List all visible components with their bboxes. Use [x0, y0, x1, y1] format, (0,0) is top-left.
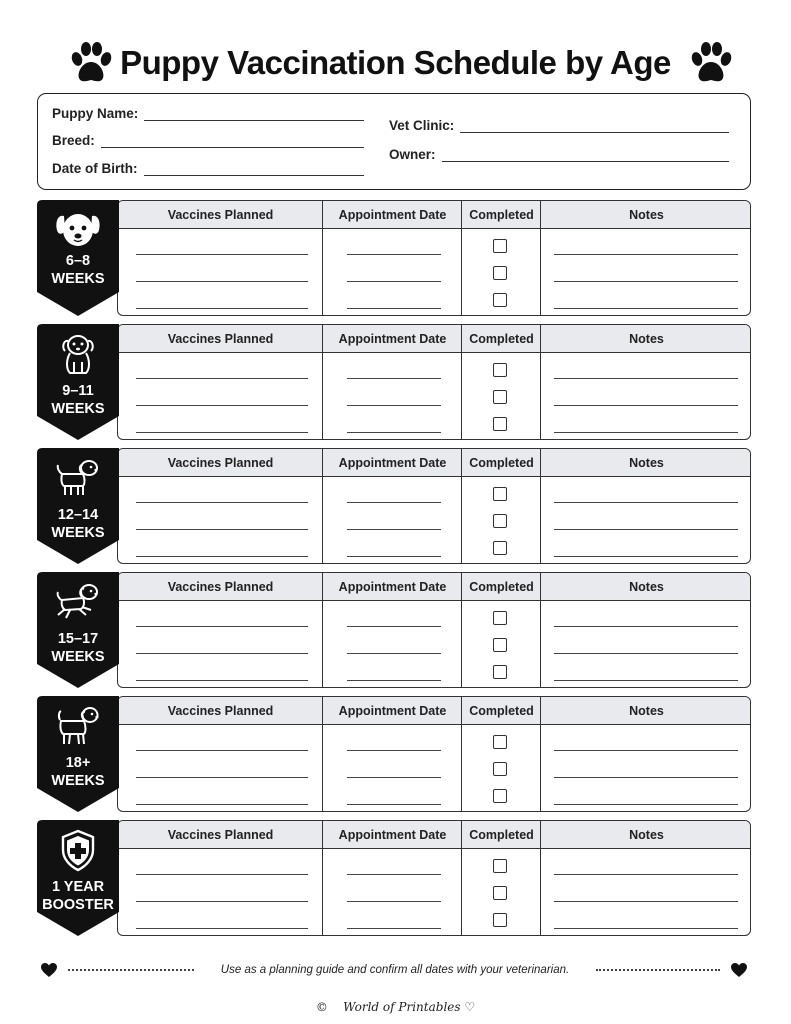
- date-of-birth-line[interactable]: [144, 164, 365, 176]
- notes-header: Notes: [629, 828, 664, 842]
- age-label-line2: WEEKS: [51, 401, 105, 417]
- dotted-divider: [596, 969, 720, 971]
- completed-checkbox[interactable]: [493, 789, 507, 803]
- breed-line[interactable]: [101, 136, 364, 148]
- footer: [40, 960, 750, 980]
- vaccine-write-line[interactable]: [136, 901, 308, 902]
- notes-header: Notes: [629, 704, 664, 718]
- notes-write-line[interactable]: [554, 378, 738, 379]
- vaccine-write-line[interactable]: [136, 928, 308, 929]
- completed-checkbox[interactable]: [493, 859, 507, 873]
- puppy-name-label: Puppy Name:: [52, 106, 139, 121]
- vaccine-write-line[interactable]: [136, 804, 308, 805]
- notes-write-line[interactable]: [554, 254, 738, 255]
- puppy-face-icon: [54, 208, 102, 252]
- table-header: [118, 573, 750, 601]
- puppy-name-line[interactable]: [144, 109, 364, 121]
- date-write-line[interactable]: [347, 750, 441, 751]
- notes-write-line[interactable]: [554, 556, 738, 557]
- notes-write-line[interactable]: [554, 626, 738, 627]
- column-divider: [540, 573, 541, 688]
- completed-checkbox[interactable]: [493, 363, 507, 377]
- running-puppy-icon: [54, 580, 102, 624]
- completed-header: Completed: [469, 828, 534, 842]
- vaccine-write-line[interactable]: [136, 308, 308, 309]
- vet-clinic-line[interactable]: [460, 121, 729, 133]
- notes-write-line[interactable]: [554, 777, 738, 778]
- age-label-line2: BOOSTER: [42, 897, 114, 913]
- vaccine-write-line[interactable]: [136, 281, 308, 282]
- walking-dog-icon: [54, 704, 102, 748]
- vaccine-write-line[interactable]: [136, 556, 308, 557]
- vaccine-write-line[interactable]: [136, 432, 308, 433]
- age-badge: [37, 696, 119, 814]
- date-write-line[interactable]: [347, 308, 441, 309]
- notes-write-line[interactable]: [554, 901, 738, 902]
- age-badge: [37, 572, 119, 690]
- age-section-6-8-weeks: [37, 200, 751, 316]
- notes-write-line[interactable]: [554, 653, 738, 654]
- notes-write-line[interactable]: [554, 874, 738, 875]
- schedule-table: [117, 820, 751, 936]
- column-divider: [461, 201, 462, 316]
- age-label-line1: 6–8: [65, 253, 91, 269]
- notes-write-line[interactable]: [554, 529, 738, 530]
- date-write-line[interactable]: [347, 502, 441, 503]
- date-write-line[interactable]: [347, 901, 441, 902]
- date-write-line[interactable]: [347, 680, 441, 681]
- vaccines-header: Vaccines Planned: [167, 828, 274, 842]
- age-badge: [37, 324, 119, 442]
- date-of-birth-label: Date of Birth:: [52, 161, 138, 176]
- notes-header: Notes: [629, 456, 664, 470]
- column-divider: [540, 201, 541, 316]
- completed-header: Completed: [469, 580, 534, 594]
- page-title: Puppy Vaccination Schedule by Age: [120, 44, 671, 81]
- age-badge: [37, 820, 119, 938]
- column-divider: [322, 325, 323, 440]
- date-write-line[interactable]: [347, 928, 441, 929]
- notes-header: Notes: [629, 332, 664, 346]
- date-write-line[interactable]: [347, 378, 441, 379]
- vaccines-header: Vaccines Planned: [167, 456, 274, 470]
- age-section-15-17-weeks: [37, 572, 751, 688]
- schedule-table: [117, 572, 751, 688]
- appointment-header: Appointment Date: [338, 580, 447, 594]
- vaccine-write-line[interactable]: [136, 529, 308, 530]
- age-label-line2: WEEKS: [51, 773, 105, 789]
- vet-clinic-field[interactable]: [389, 118, 729, 133]
- completed-header: Completed: [469, 704, 534, 718]
- column-divider: [461, 325, 462, 440]
- appointment-header: Appointment Date: [338, 208, 447, 222]
- vaccine-write-line[interactable]: [136, 405, 308, 406]
- schedule-table: [117, 696, 751, 812]
- heart-outline-icon: ♡: [464, 1000, 476, 1014]
- footer-note: Use as a planning guide and confirm all dates with your veterinarian.: [220, 964, 570, 976]
- completed-checkbox[interactable]: [493, 417, 507, 431]
- notes-header: Notes: [629, 208, 664, 222]
- date-write-line[interactable]: [347, 405, 441, 406]
- date-write-line[interactable]: [347, 529, 441, 530]
- completed-header: Completed: [469, 332, 534, 346]
- age-section-12-14-weeks: [37, 448, 751, 564]
- paw-print-icon: [688, 40, 734, 86]
- owner-label: Owner:: [389, 147, 436, 162]
- vaccine-write-line[interactable]: [136, 874, 308, 875]
- appointment-header: Appointment Date: [338, 828, 447, 842]
- vaccines-header: Vaccines Planned: [167, 704, 274, 718]
- age-section-1-year-booster: [37, 820, 751, 936]
- notes-write-line[interactable]: [554, 432, 738, 433]
- age-section-9-11-weeks: [37, 324, 751, 440]
- completed-checkbox[interactable]: [493, 762, 507, 776]
- notes-write-line[interactable]: [554, 928, 738, 929]
- age-label-line1: 12–14: [57, 507, 99, 523]
- column-divider: [461, 697, 462, 812]
- vaccine-write-line[interactable]: [136, 502, 308, 503]
- age-label-line2: WEEKS: [51, 649, 105, 665]
- completed-checkbox[interactable]: [493, 665, 507, 679]
- breed-label: Breed:: [52, 133, 95, 148]
- table-header: [118, 325, 750, 353]
- vaccine-write-line[interactable]: [136, 254, 308, 255]
- vaccine-write-line[interactable]: [136, 626, 308, 627]
- puppy-info-box: [37, 93, 751, 190]
- date-write-line[interactable]: [347, 281, 441, 282]
- date-write-line[interactable]: [347, 804, 441, 805]
- completed-checkbox[interactable]: [493, 638, 507, 652]
- completed-checkbox[interactable]: [493, 390, 507, 404]
- vaccine-write-line[interactable]: [136, 777, 308, 778]
- notes-write-line[interactable]: [554, 281, 738, 282]
- table-header: [118, 449, 750, 477]
- completed-checkbox[interactable]: [493, 514, 507, 528]
- vaccine-write-line[interactable]: [136, 680, 308, 681]
- completed-checkbox[interactable]: [493, 266, 507, 280]
- appointment-header: Appointment Date: [338, 456, 447, 470]
- vaccine-write-line[interactable]: [136, 750, 308, 751]
- column-divider: [322, 573, 323, 688]
- schedule-table: [117, 448, 751, 564]
- column-divider: [540, 449, 541, 564]
- age-label-line2: WEEKS: [51, 271, 105, 287]
- date-write-line[interactable]: [347, 432, 441, 433]
- puppy-name-field[interactable]: [52, 106, 364, 121]
- title-row: [0, 38, 791, 94]
- date-write-line[interactable]: [347, 874, 441, 875]
- owner-line[interactable]: [442, 150, 729, 162]
- notes-write-line[interactable]: [554, 750, 738, 751]
- completed-checkbox[interactable]: [493, 611, 507, 625]
- completed-header: Completed: [469, 208, 534, 222]
- appointment-header: Appointment Date: [338, 704, 447, 718]
- date-of-birth-field[interactable]: [52, 161, 364, 176]
- age-section-18-plus-weeks: [37, 696, 751, 812]
- vaccines-header: Vaccines Planned: [167, 332, 274, 346]
- notes-write-line[interactable]: [554, 308, 738, 309]
- vaccines-header: Vaccines Planned: [167, 580, 274, 594]
- date-write-line[interactable]: [347, 777, 441, 778]
- schedule-table: [117, 324, 751, 440]
- completed-checkbox[interactable]: [493, 735, 507, 749]
- age-label-line1: 18+: [65, 755, 91, 771]
- notes-write-line[interactable]: [554, 405, 738, 406]
- table-header: [118, 821, 750, 849]
- column-divider: [461, 821, 462, 936]
- completed-checkbox[interactable]: [493, 913, 507, 927]
- date-write-line[interactable]: [347, 653, 441, 654]
- vaccine-write-line[interactable]: [136, 378, 308, 379]
- column-divider: [322, 201, 323, 316]
- breed-field[interactable]: [52, 133, 364, 148]
- standing-puppy-icon: [54, 456, 102, 500]
- copyright-symbol: ©: [315, 1000, 328, 1014]
- medical-shield-icon: [54, 828, 102, 872]
- completed-checkbox[interactable]: [493, 239, 507, 253]
- age-label-line2: WEEKS: [51, 525, 105, 541]
- column-divider: [461, 573, 462, 688]
- completed-checkbox[interactable]: [493, 541, 507, 555]
- brand-credit: [0, 1000, 791, 1014]
- age-label-line1: 15–17: [57, 631, 99, 647]
- owner-field[interactable]: [389, 147, 729, 162]
- completed-checkbox[interactable]: [493, 487, 507, 501]
- column-divider: [322, 821, 323, 936]
- appointment-header: Appointment Date: [338, 332, 447, 346]
- column-divider: [540, 697, 541, 812]
- completed-checkbox[interactable]: [493, 293, 507, 307]
- brand-name: World of Printables: [343, 1000, 461, 1014]
- column-divider: [540, 821, 541, 936]
- age-badge: [37, 448, 119, 566]
- schedule-table: [117, 200, 751, 316]
- column-divider: [461, 449, 462, 564]
- age-label-line1: 1 YEAR: [51, 879, 105, 895]
- column-divider: [540, 325, 541, 440]
- sitting-puppy-icon: [54, 332, 102, 376]
- age-label-line1: 9–11: [62, 383, 94, 399]
- date-write-line[interactable]: [347, 556, 441, 557]
- vaccines-header: Vaccines Planned: [167, 208, 274, 222]
- notes-write-line[interactable]: [554, 804, 738, 805]
- table-header: [118, 697, 750, 725]
- notes-header: Notes: [629, 580, 664, 594]
- table-header: [118, 201, 750, 229]
- notes-write-line[interactable]: [554, 680, 738, 681]
- column-divider: [322, 697, 323, 812]
- heart-icon: [730, 962, 748, 978]
- column-divider: [322, 449, 323, 564]
- notes-write-line[interactable]: [554, 502, 738, 503]
- age-badge: [37, 200, 119, 318]
- date-write-line[interactable]: [347, 254, 441, 255]
- completed-header: Completed: [469, 456, 534, 470]
- completed-checkbox[interactable]: [493, 886, 507, 900]
- vet-clinic-label: Vet Clinic:: [389, 118, 455, 133]
- date-write-line[interactable]: [347, 626, 441, 627]
- vaccine-write-line[interactable]: [136, 653, 308, 654]
